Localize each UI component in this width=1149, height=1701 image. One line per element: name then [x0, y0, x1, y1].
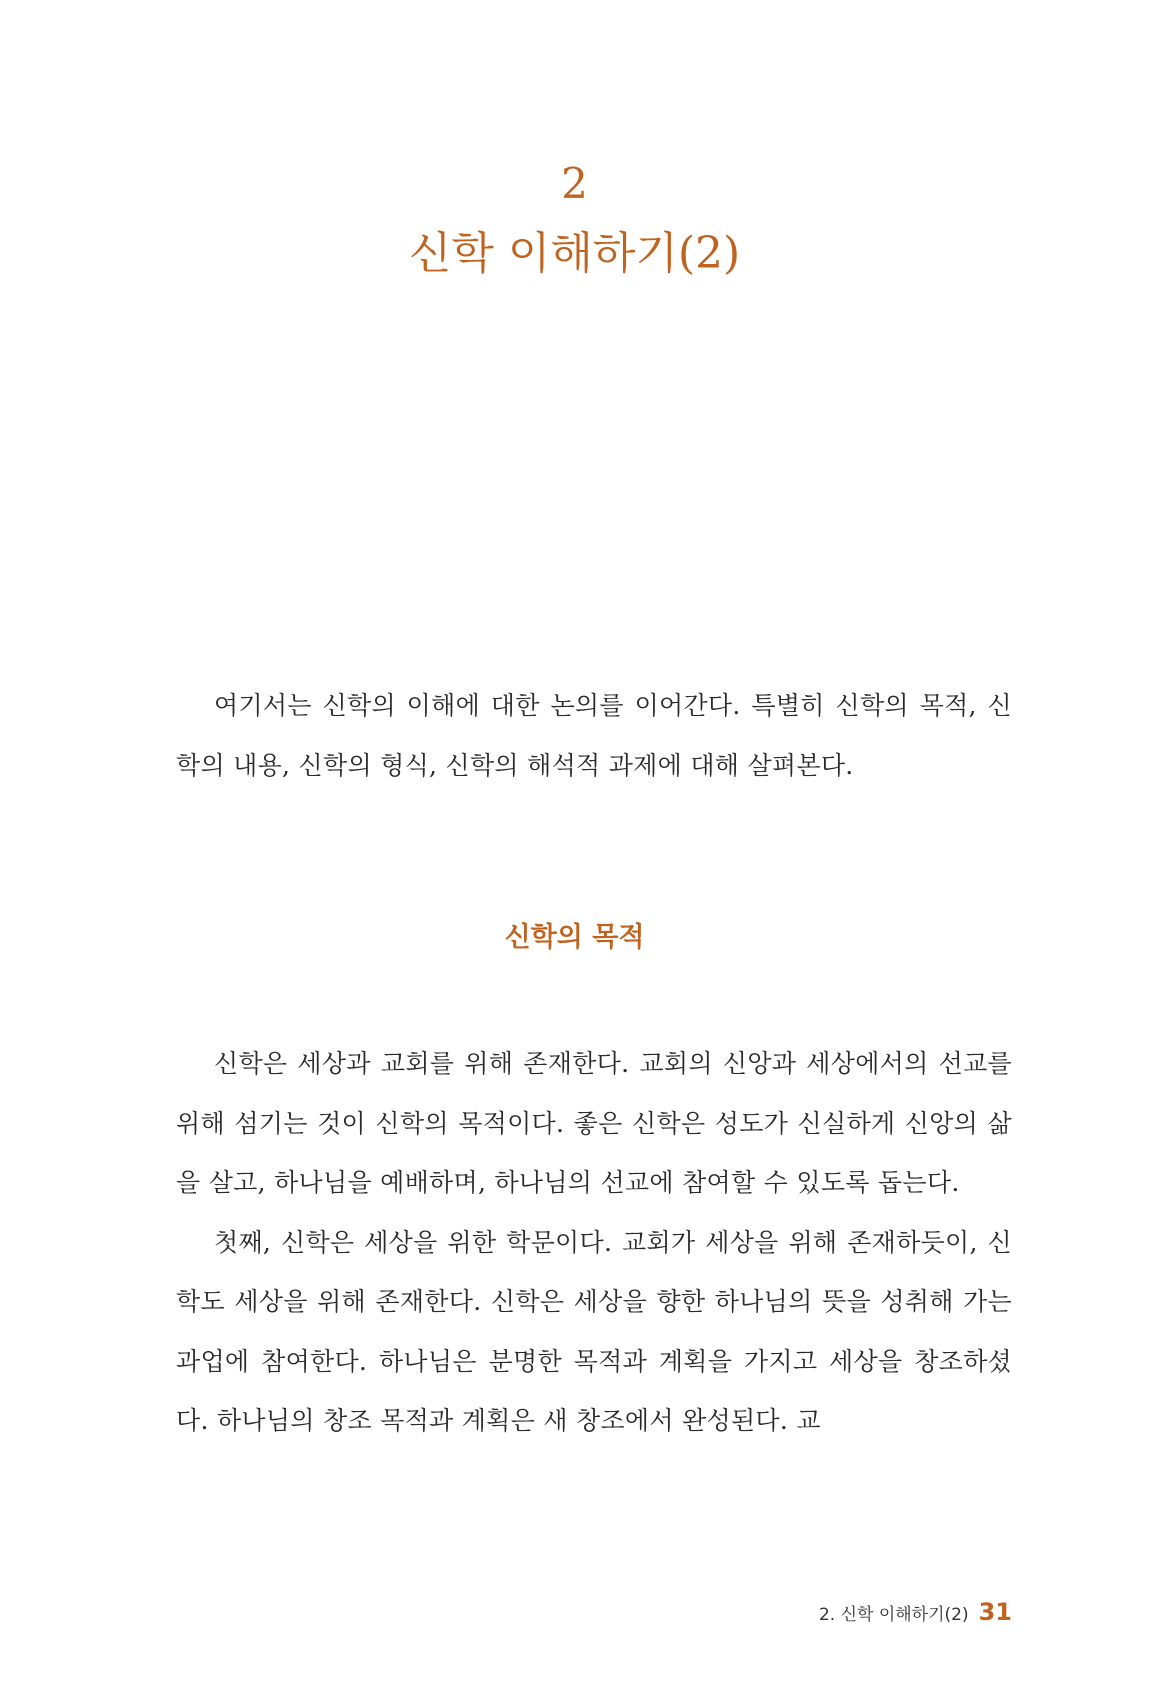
running-title: 2. 신학 이해하기(2) — [818, 1605, 969, 1625]
intro-block — [176, 676, 1012, 795]
chapter-number: 2 — [561, 159, 588, 208]
chapter-title: 신학 이해하기(2) — [408, 228, 741, 279]
body-paragraph: 첫째, 신학은 세상을 위한 학문이다. 교회가 세상을 위해 존재하듯이, 신학도 세상을 위해 존재한다. 신학은 세상을 향한 하나님의 뜻을 성취해 가는 과업에 참여한다. 하나님은 분명한 목적과 계획을 가지고 세상을 창조하셨다. 하나님의 창조 목적과 계획은 새 창조에서 완성된다. 교 — [176, 1227, 1012, 1435]
section-heading: 신학의 목적 — [504, 922, 645, 953]
body-paragraph: 신학은 세상과 교회를 위해 존재한다. 교회의 신앙과 세상에서의 선교를 위해 섬기는 것이 신학의 목적이다. 좋은 신학은 성도가 신실하게 신앙의 삶을 살고, 하나님을 예배하며, 하나님의 선교에 참여할 수 있도록 돕는다. — [176, 1049, 1012, 1197]
section-body — [176, 1034, 1012, 1451]
intro-paragraph: 여기서는 신학의 이해에 대한 논의를 이어간다. 특별히 신학의 목적, 신학의 내용, 신학의 형식, 신학의 해석적 과제에 대해 살펴본다. — [176, 691, 1012, 780]
page-number: 31 — [978, 1598, 1012, 1626]
page-footer — [819, 1598, 1012, 1626]
